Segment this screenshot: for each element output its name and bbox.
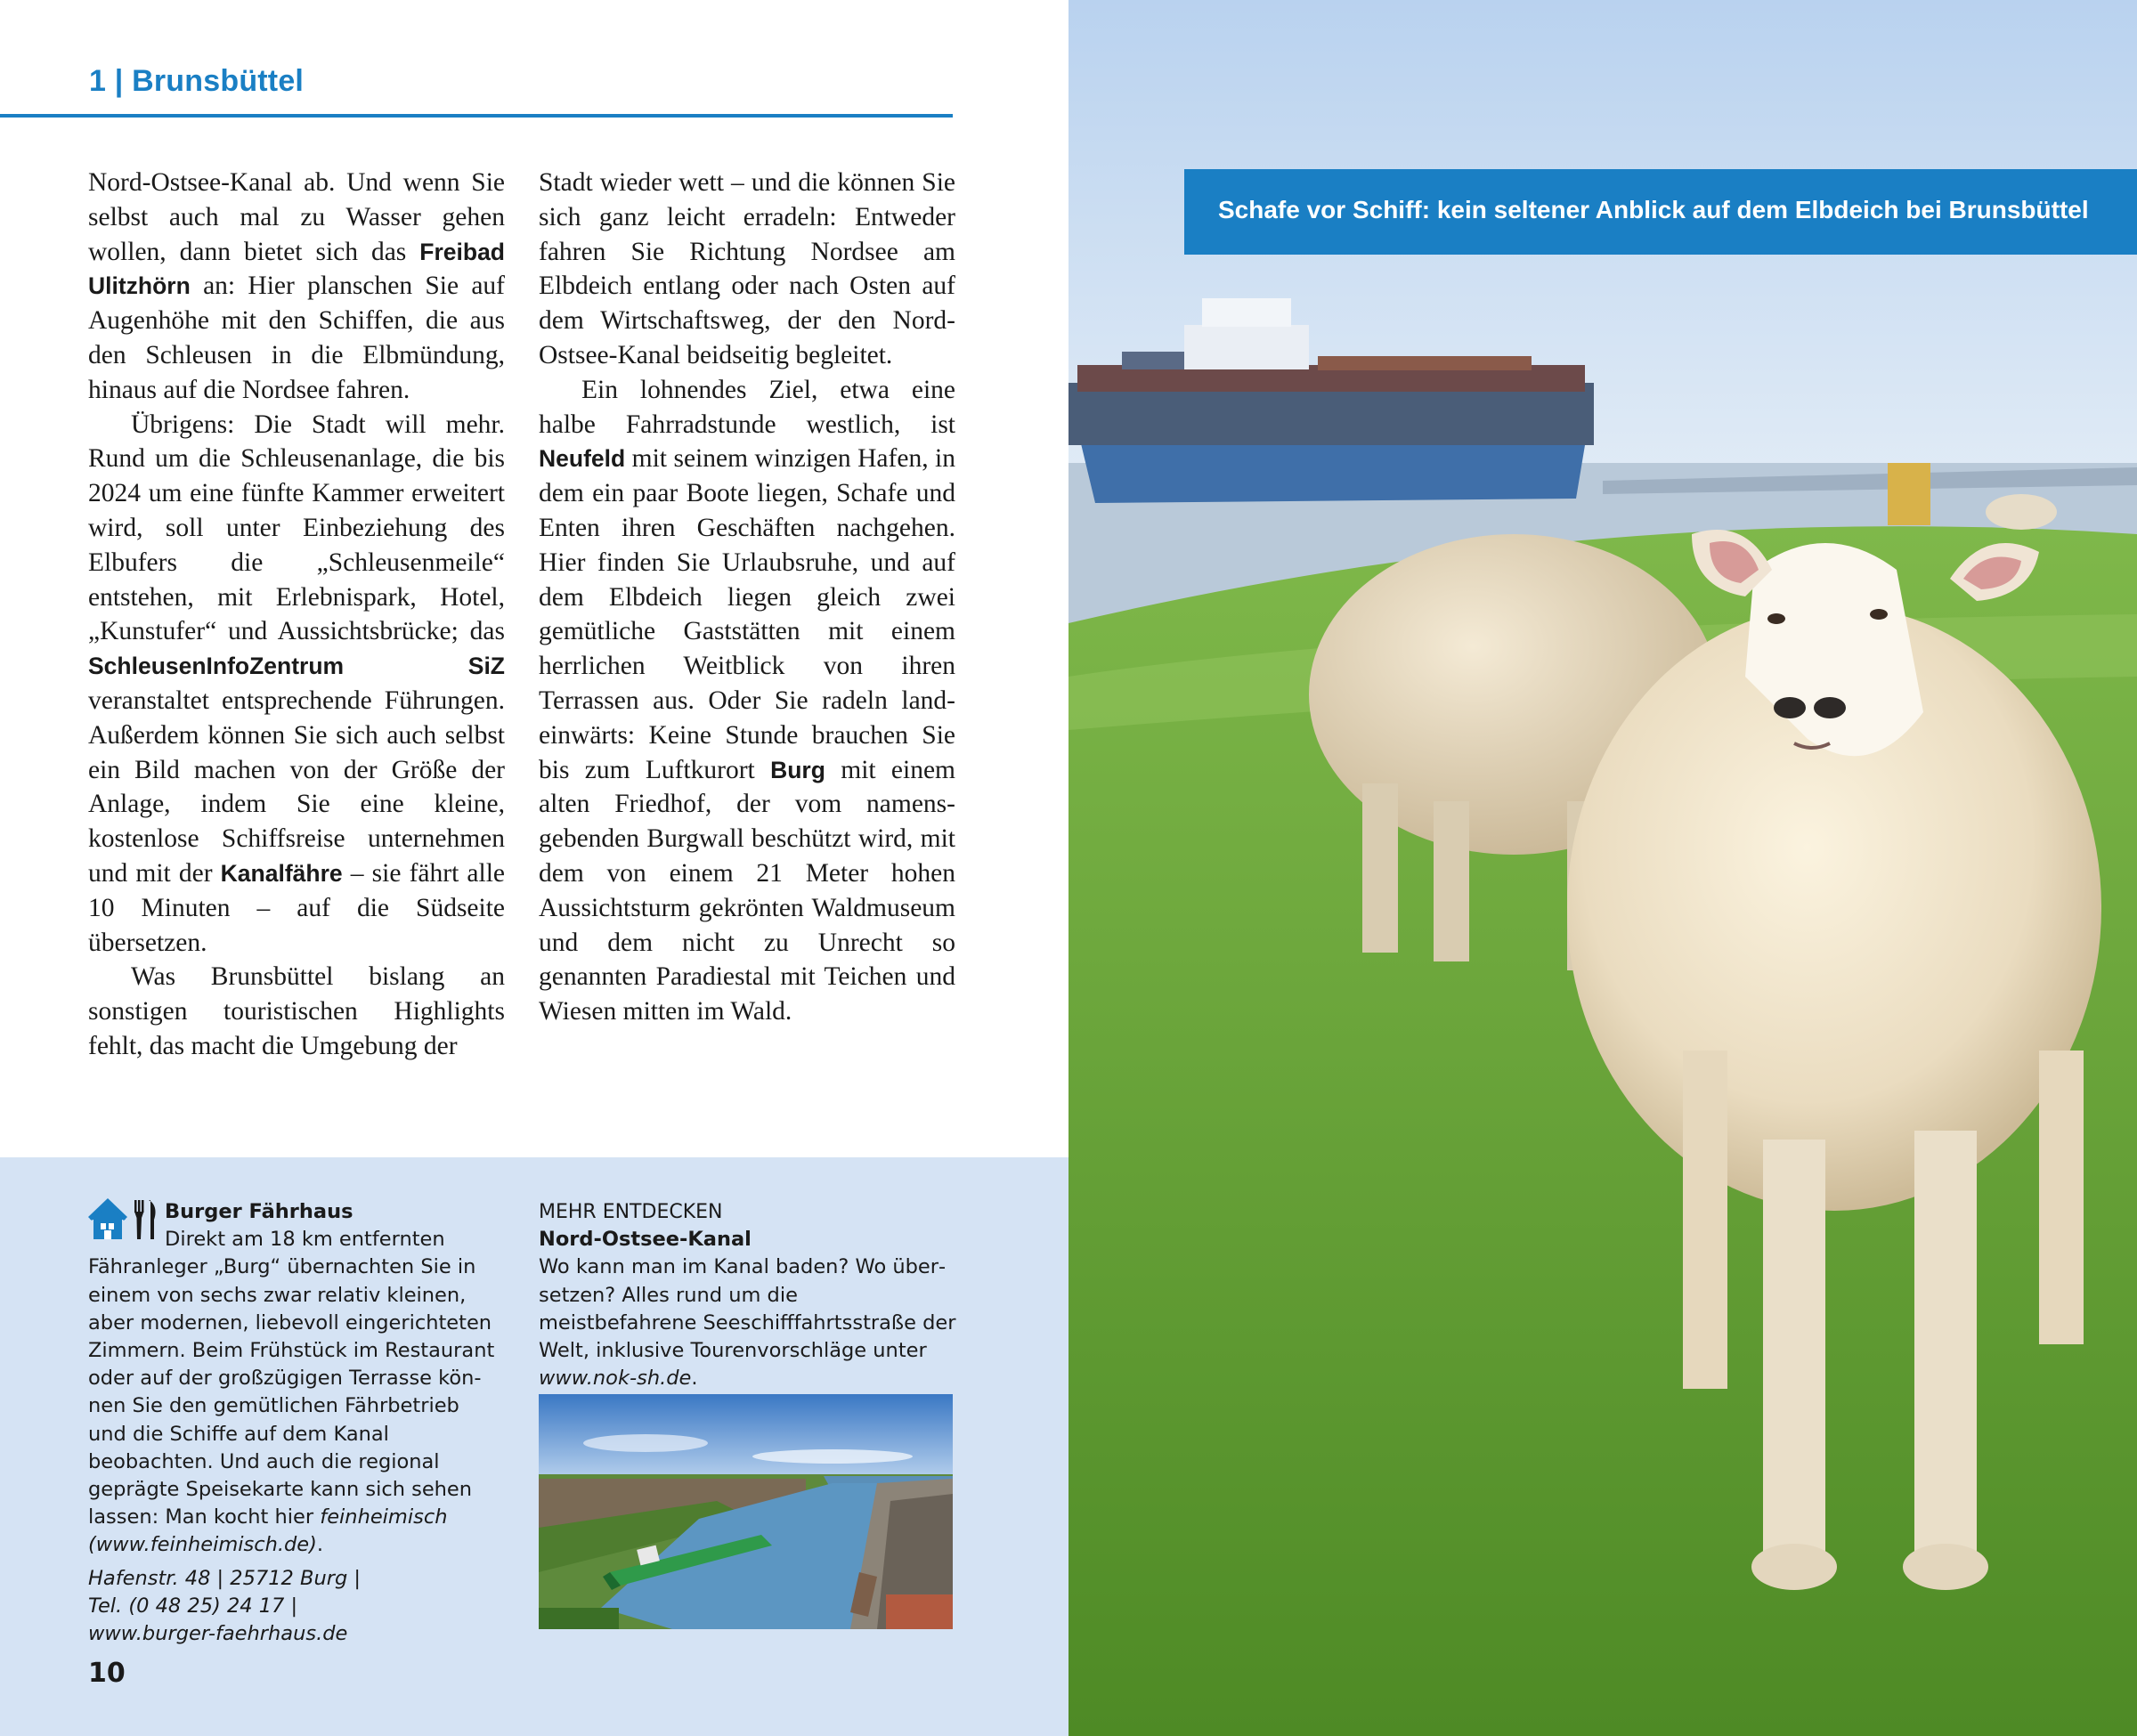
text-run: – sie fährt alle 10 Minuten – auf die Südseite übersetzen. <box>88 858 505 957</box>
text-run: Ein lohnendes Ziel, etwa eine halbe Fahrradstunde westlich, ist <box>539 375 955 439</box>
photo-caption: Schafe vor Schiff: kein seltener Anblick auf dem Elbdeich bei Brunsbüttel <box>1218 196 2089 223</box>
tip-kicker: MEHR ENTDECKEN <box>539 1201 723 1223</box>
header-rule <box>0 114 953 118</box>
highlight-burg: Burg <box>770 756 825 783</box>
tip-hotel <box>88 1198 501 1648</box>
paragraph <box>88 166 505 408</box>
tip-body: Direkt am 18 km entfernten Fähranleger „Burg“ übernachten Sie in einem von sechs zwar relativ kleinen, aber modernen, liebevoll eingerichteten Zimmern. Beim Frühstück im Restaurant oder auf der großzügigen Terrasse können Sie den gemütlichen Fährbetrieb und die Schiffe auf dem Kanal beobachten. Und auch die regional geprägte Speisekarte kann sich sehen lassen: Man kocht hier <box>88 1228 495 1529</box>
address-line: Hafenstr. 48 | 25712 Burg | <box>88 1566 361 1590</box>
text-run: an: Hier planschen Sie auf Augenhöhe mit den Schiffen, die aus den Schleusen in die Elbmündung, hinaus auf die Nordsee fahren. <box>88 272 505 404</box>
sheep-image <box>1068 0 2137 1736</box>
text-column-1 <box>88 166 505 1064</box>
paragraph <box>88 408 505 961</box>
text-run: mit einem alten Friedhof, der vom namensgebenden Burgwall beschützt wird, mit dem von einem 21 Meter hohen Aussichtsturm gekrönten Waldmuseum und dem nicht zu Unrecht so genannten Paradiestal mit Teichen und Wiesen mitten im Wald. <box>539 755 955 1026</box>
tip-link: feinheimisch (www.feinheimisch.de) <box>88 1505 448 1557</box>
page-number: 10 <box>88 1658 126 1689</box>
text-run: veranstaltet entsprechende Führungen. Außerdem können Sie sich auch selbst ein Bild machen von der Größe der Anlage, indem Sie eine kleine, kostenlose Schiffsreise unternehmen und mit der <box>88 685 505 888</box>
highlight-siz: SchleusenInfoZentrum SiZ <box>88 653 505 680</box>
tip-title: Nord-Ostsee-Kanal <box>539 1228 752 1252</box>
text-run: Übrigens: Die Stadt will mehr. Rund um die Schleusenanlage, die bis 2024 um eine fünfte Kammer erweitert wird, soll unter Einbeziehung des Elbufers die „Schleusenmeile“ entstehen, mit Erlebnispark, Hotel, „Kunstufer“ und Aussichtsbrücke; das <box>88 410 505 646</box>
tip-title: Burger Fährhaus <box>165 1200 353 1223</box>
text-run: . <box>316 1533 324 1557</box>
paragraph: Was Brunsbüttel bislang an sonstigen touristischen Highlights fehlt, das macht die Umgebung der <box>88 962 505 1060</box>
text-column-2 <box>539 166 955 1029</box>
tip-body <box>539 1255 955 1390</box>
tip-link: www.nok-sh.de <box>539 1367 692 1391</box>
left-page <box>0 0 1068 1736</box>
text-run: Nord-Ostsee-Kanal ab. Und wenn Sie selbst auch mal zu Wasser gehen wollen, dann bietet sich das <box>88 168 505 266</box>
tip-address <box>88 1565 501 1649</box>
text-run: mit seinem winzigen Hafen, in dem ein paar Boote liegen, Schafe und Enten ihren Geschäften nachgehen. Hier finden Sie Urlaubsruhe, und auf dem Elbdeich liegen gleich zwei gemütliche Gaststätten mit einem herrlichen Weitblick von ihren Terrassen aus. Oder Sie radeln landeinwärts: Keine Stunde brauchen Sie bis zum Luftkurort <box>539 444 955 784</box>
paragraph: Stadt wieder wett – und die können Sie sich ganz leicht erradeln: Entweder fahren Sie Richtung Nordsee am Elbdeich entlang oder nach Osten auf dem Wirtschaftsweg, der den Nord-Ostsee-Kanal beidseitig begleitet. <box>539 168 955 369</box>
fork-knife-icon <box>133 1198 159 1245</box>
highlight-kanalfaehre: Kanalfähre <box>220 859 343 887</box>
chapter-header: 1 | Brunsbüttel <box>89 64 305 98</box>
highlight-freibad: Freibad Ulitzhörn <box>88 238 505 300</box>
tip-icons <box>88 1198 165 1245</box>
text-run: Wo kann man im Kanal baden? Wo übersetzen? Alles rund um die meistbefahrene Seeschifffahrtsstraße der Welt, inklusive Tourenvorschläge unter <box>539 1255 956 1363</box>
website-line: www.burger-faehrhaus.de <box>88 1622 348 1646</box>
phone-line: Tel. (0 48 25) 24 17 | <box>88 1594 298 1618</box>
highlight-neufeld: Neufeld <box>539 445 626 473</box>
tip-discover <box>539 1198 957 1392</box>
sheep-photo <box>1068 0 2137 1736</box>
canal-aerial-image <box>539 1394 953 1629</box>
text-run: . <box>691 1367 698 1391</box>
paragraph <box>539 373 955 1029</box>
canal-photo <box>539 1394 953 1629</box>
